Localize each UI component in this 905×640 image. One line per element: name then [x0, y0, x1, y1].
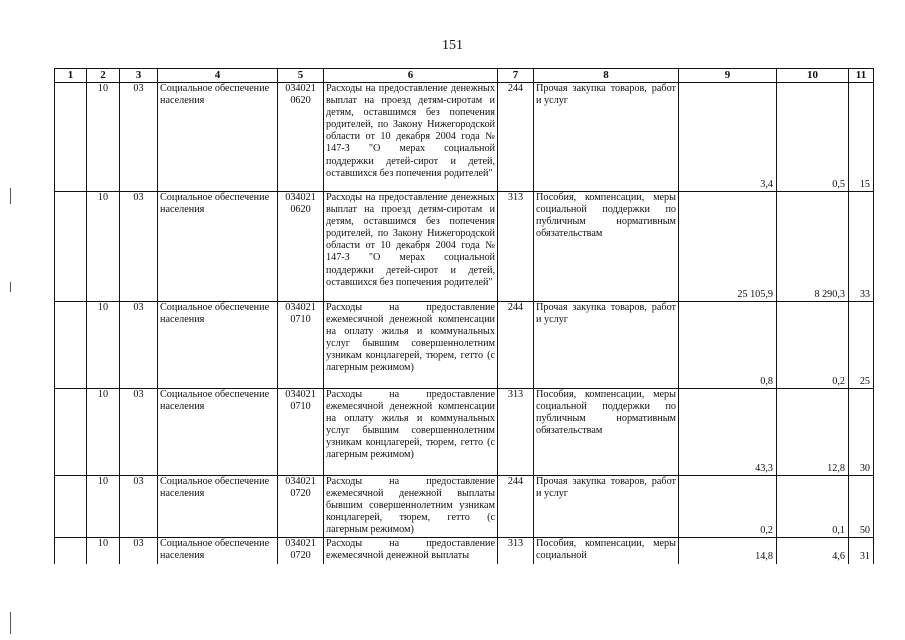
column-header: 3 [120, 69, 158, 83]
cell-amount-plan: 43,3 [679, 389, 777, 476]
cell-amount-plan: 0,2 [679, 476, 777, 538]
cell-expense-name: Прочая закупка товаров, работ и услуг [534, 302, 679, 389]
cell-section: 10 [87, 302, 120, 389]
cell-section: 10 [87, 192, 120, 302]
column-header: 9 [679, 69, 777, 83]
cell-percent: 31 [849, 538, 874, 564]
cell-description: Расходы на предоставление ежемесячной денежной компенсации на оплату жилья и коммунальных услуг бывшим совершеннолетним узникам концлагерей, тюрем, гетто (с лагерным режимом) [324, 302, 498, 389]
column-header: 4 [158, 69, 278, 83]
cell-name: Социальное обеспечение населения [158, 302, 278, 389]
cell-expense-type: 313 [498, 538, 534, 564]
cell-amount-actual: 12,8 [777, 389, 849, 476]
budget-table [54, 68, 874, 564]
cell-target-code: 034021 0620 [278, 83, 324, 192]
cell-subsection: 03 [120, 538, 158, 564]
column-header: 7 [498, 69, 534, 83]
cell-description: Расходы на предоставление денежных выплат на проезд детям-сиротам и детям, оставшимся без попечения родителей, по Закону Нижегородской области от 10 декабря 2004 года № 147-З "О мерах социальной поддержки детей-сирот и детей, оставшихся без попечения родителей" [324, 192, 498, 302]
table-row [55, 538, 874, 564]
cell-target-code: 034021 0620 [278, 192, 324, 302]
cell-amount-plan: 14,8 [679, 538, 777, 564]
cell-percent: 25 [849, 302, 874, 389]
cell-description: Расходы на предоставление денежных выплат на проезд детям-сиротам и детям, оставшимся без попечения родителей, по Закону Нижегородской области от 10 декабря 2004 года № 147-З "О мерах социальной поддержки детей-сирот и детей, оставшихся без попечения родителей" [324, 83, 498, 192]
column-header: 5 [278, 69, 324, 83]
cell-amount-actual: 0,2 [777, 302, 849, 389]
table-row [55, 192, 874, 302]
cell-description: Расходы на предоставление ежемесячной денежной выплаты бывшим совершеннолетним узникам концлагерей, тюрем, гетто (с лагерным режимом) [324, 476, 498, 538]
cell-expense-name: Прочая закупка товаров, работ и услуг [534, 83, 679, 192]
page-number: 151 [442, 38, 463, 53]
cell-target-code: 034021 0720 [278, 538, 324, 564]
cell-percent: 15 [849, 83, 874, 192]
cell-target-code: 034021 0710 [278, 389, 324, 476]
cell-col1 [55, 83, 87, 192]
cell-percent: 30 [849, 389, 874, 476]
cell-col1 [55, 538, 87, 564]
cell-col1 [55, 476, 87, 538]
cell-expense-type: 244 [498, 476, 534, 538]
column-header: 1 [55, 69, 87, 83]
cell-expense-type: 244 [498, 83, 534, 192]
cell-percent: 33 [849, 192, 874, 302]
cell-section: 10 [87, 538, 120, 564]
cell-section: 10 [87, 83, 120, 192]
cell-expense-type: 244 [498, 302, 534, 389]
cell-amount-plan: 3,4 [679, 83, 777, 192]
left-margin-mark-3 [10, 612, 11, 634]
cell-subsection: 03 [120, 192, 158, 302]
table-row [55, 389, 874, 476]
cell-expense-name: Пособия, компенсации, меры социальной поддержки по публичным нормативным обязательствам [534, 389, 679, 476]
cell-name: Социальное обеспечение населения [158, 83, 278, 192]
cell-amount-actual: 0,1 [777, 476, 849, 538]
cell-description: Расходы на предоставление ежемесячной денежной выплаты [324, 538, 498, 564]
column-header: 2 [87, 69, 120, 83]
left-margin-mark-2 [10, 282, 11, 292]
cell-amount-actual: 4,6 [777, 538, 849, 564]
column-header: 6 [324, 69, 498, 83]
cell-expense-name: Пособия, компенсации, меры социальной [534, 538, 679, 564]
cell-name: Социальное обеспечение населения [158, 389, 278, 476]
cell-section: 10 [87, 389, 120, 476]
cell-subsection: 03 [120, 302, 158, 389]
cell-col1 [55, 389, 87, 476]
cell-subsection: 03 [120, 389, 158, 476]
cell-expense-name: Пособия, компенсации, меры социальной поддержки по публичным нормативным обязательствам [534, 192, 679, 302]
table-row [55, 302, 874, 389]
column-header: 10 [777, 69, 849, 83]
cell-expense-type: 313 [498, 192, 534, 302]
column-header: 11 [849, 69, 874, 83]
cell-amount-actual: 8 290,3 [777, 192, 849, 302]
table-row [55, 83, 874, 192]
cell-col1 [55, 302, 87, 389]
table-row [55, 476, 874, 538]
column-header: 8 [534, 69, 679, 83]
cell-section: 10 [87, 476, 120, 538]
cell-amount-plan: 0,8 [679, 302, 777, 389]
cell-subsection: 03 [120, 476, 158, 538]
cell-target-code: 034021 0720 [278, 476, 324, 538]
cell-name: Социальное обеспечение населения [158, 538, 278, 564]
cell-name: Социальное обеспечение населения [158, 476, 278, 538]
left-margin-mark [10, 188, 11, 204]
cell-description: Расходы на предоставление ежемесячной денежной компенсации на оплату жилья и коммунальных услуг бывшим совершеннолетним узникам концлагерей, тюрем, гетто (с лагерным режимом) [324, 389, 498, 476]
cell-percent: 50 [849, 476, 874, 538]
cell-name: Социальное обеспечение населения [158, 192, 278, 302]
cell-amount-plan: 25 105,9 [679, 192, 777, 302]
cell-expense-name: Прочая закупка товаров, работ и услуг [534, 476, 679, 538]
cell-subsection: 03 [120, 83, 158, 192]
cell-expense-type: 313 [498, 389, 534, 476]
header-row [55, 69, 874, 83]
cell-col1 [55, 192, 87, 302]
cell-target-code: 034021 0710 [278, 302, 324, 389]
cell-amount-actual: 0,5 [777, 83, 849, 192]
